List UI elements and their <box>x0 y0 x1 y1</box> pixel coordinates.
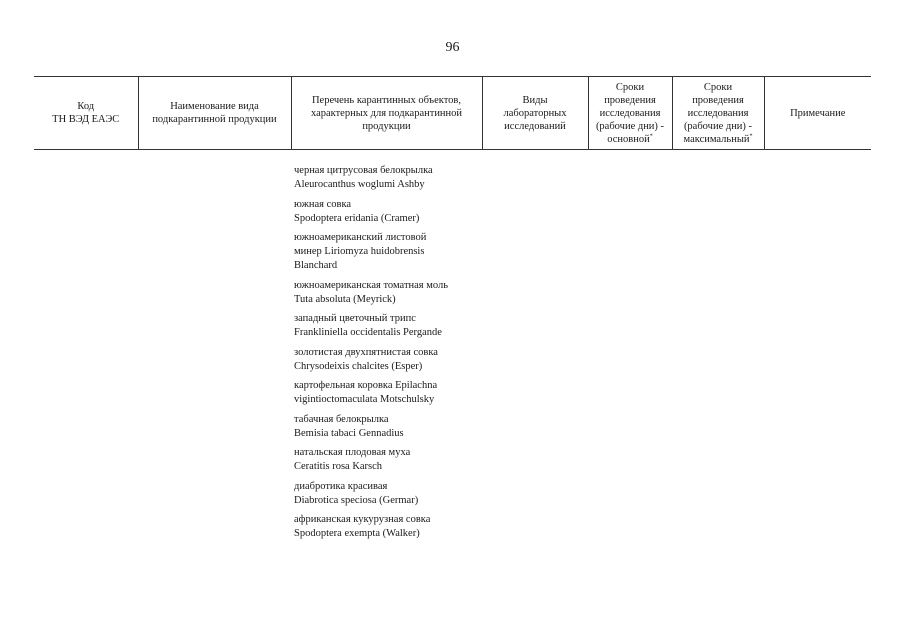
term-max-cell <box>672 150 764 547</box>
quarantine-table <box>34 76 871 547</box>
page-number: 96 <box>445 40 460 55</box>
pest-line: западный цветочный трипс <box>294 313 416 324</box>
pest-line: Frankliniella occidentalis Pergande <box>294 327 442 338</box>
pest-line: Spodoptera exempta (Walker) <box>294 528 420 539</box>
pest-line: Ceratitis rosa Karsch <box>294 461 383 472</box>
header-line: Примечание <box>790 107 846 119</box>
header-term-basic <box>588 77 672 150</box>
pest-item <box>294 198 482 226</box>
header-note <box>764 77 871 150</box>
pest-line: южная совка <box>294 198 352 210</box>
header-line: Сроки <box>703 81 733 93</box>
lab-research-cell <box>482 150 588 547</box>
header-line: подкарантинной продукции <box>152 114 277 125</box>
pest-line: африканская кукурузная совка <box>294 514 431 525</box>
pest-item <box>294 480 482 508</box>
pest-line: южноамериканский листовой <box>294 232 427 243</box>
pest-line: черная цитрусовая белокрылка <box>294 165 433 176</box>
pest-item <box>294 312 482 340</box>
header-line: лабораторных <box>503 107 567 119</box>
header-line: характерных для подкарантинной <box>310 107 463 119</box>
table-row <box>34 150 871 547</box>
pest-line: Diabrotica speciosa (Germar) <box>294 494 419 506</box>
header-term-max <box>672 77 764 150</box>
pest-line: Spodoptera eridania (Cramer) <box>294 212 420 224</box>
footnote-marker: * <box>649 133 653 139</box>
header-line: Перечень карантинных объектов, <box>311 94 462 106</box>
pest-line: минер Liriomyza huidobrensis <box>294 246 425 257</box>
header-line: продукции <box>362 120 411 132</box>
pest-item <box>294 446 482 474</box>
pest-line: vigintioctomaculata Motschulsky <box>294 394 435 405</box>
pest-line: южноамериканская томатная моль <box>294 279 449 291</box>
header-line: максимальный* <box>683 133 753 145</box>
pest-list-cell <box>291 150 482 547</box>
pest-item <box>294 164 482 192</box>
pest-item <box>294 231 482 273</box>
header-line: исследований <box>504 120 566 132</box>
header-product-name <box>138 77 291 150</box>
pest-line: Blanchard <box>294 260 338 271</box>
pest-line: картофельная коровка Epilachna <box>294 380 438 391</box>
note-cell <box>764 150 871 547</box>
header-line: исследования <box>599 107 661 119</box>
pest-line: табачная белокрылка <box>294 413 389 425</box>
pest-item <box>294 379 482 407</box>
product-name-cell <box>138 150 291 547</box>
header-lab-research <box>482 77 588 150</box>
footnote-marker: * <box>749 133 753 139</box>
header-line: (рабочие дни) - <box>683 120 753 132</box>
pest-item <box>294 413 482 441</box>
header-line: исследования <box>687 107 749 119</box>
header-line: Наименование вида <box>170 101 259 112</box>
header-pest-list <box>291 77 482 150</box>
header-line: Код <box>77 101 95 112</box>
header-code <box>34 77 138 150</box>
pest-line: золотистая двухпятнистая совка <box>294 346 438 358</box>
pest-list <box>291 150 482 541</box>
pest-item <box>294 279 482 307</box>
code-cell <box>34 150 138 547</box>
header-line: Сроки <box>615 81 645 93</box>
table-header-row <box>34 77 871 150</box>
pest-line: Bemisia tabaci Gennadius <box>294 427 404 439</box>
pest-line: диабротика красивая <box>294 480 388 492</box>
pest-line: натальская плодовая муха <box>294 447 411 458</box>
header-line: (рабочие дни) - <box>595 120 665 132</box>
header-line: ТН ВЭД ЕАЭС <box>52 114 120 125</box>
pest-item <box>294 513 482 541</box>
pest-line: Tuta absoluta (Meyrick) <box>294 293 396 305</box>
pest-line: Chrysodeixis chalcites (Esper) <box>294 360 423 372</box>
header-line: Виды <box>522 94 548 106</box>
header-line: основной* <box>607 133 653 145</box>
header-line: проведения <box>692 94 744 106</box>
header-line: проведения <box>604 94 656 106</box>
pest-line: Aleurocanthus woglumi Ashby <box>294 179 425 190</box>
pest-item <box>294 346 482 374</box>
term-basic-cell <box>588 150 672 547</box>
